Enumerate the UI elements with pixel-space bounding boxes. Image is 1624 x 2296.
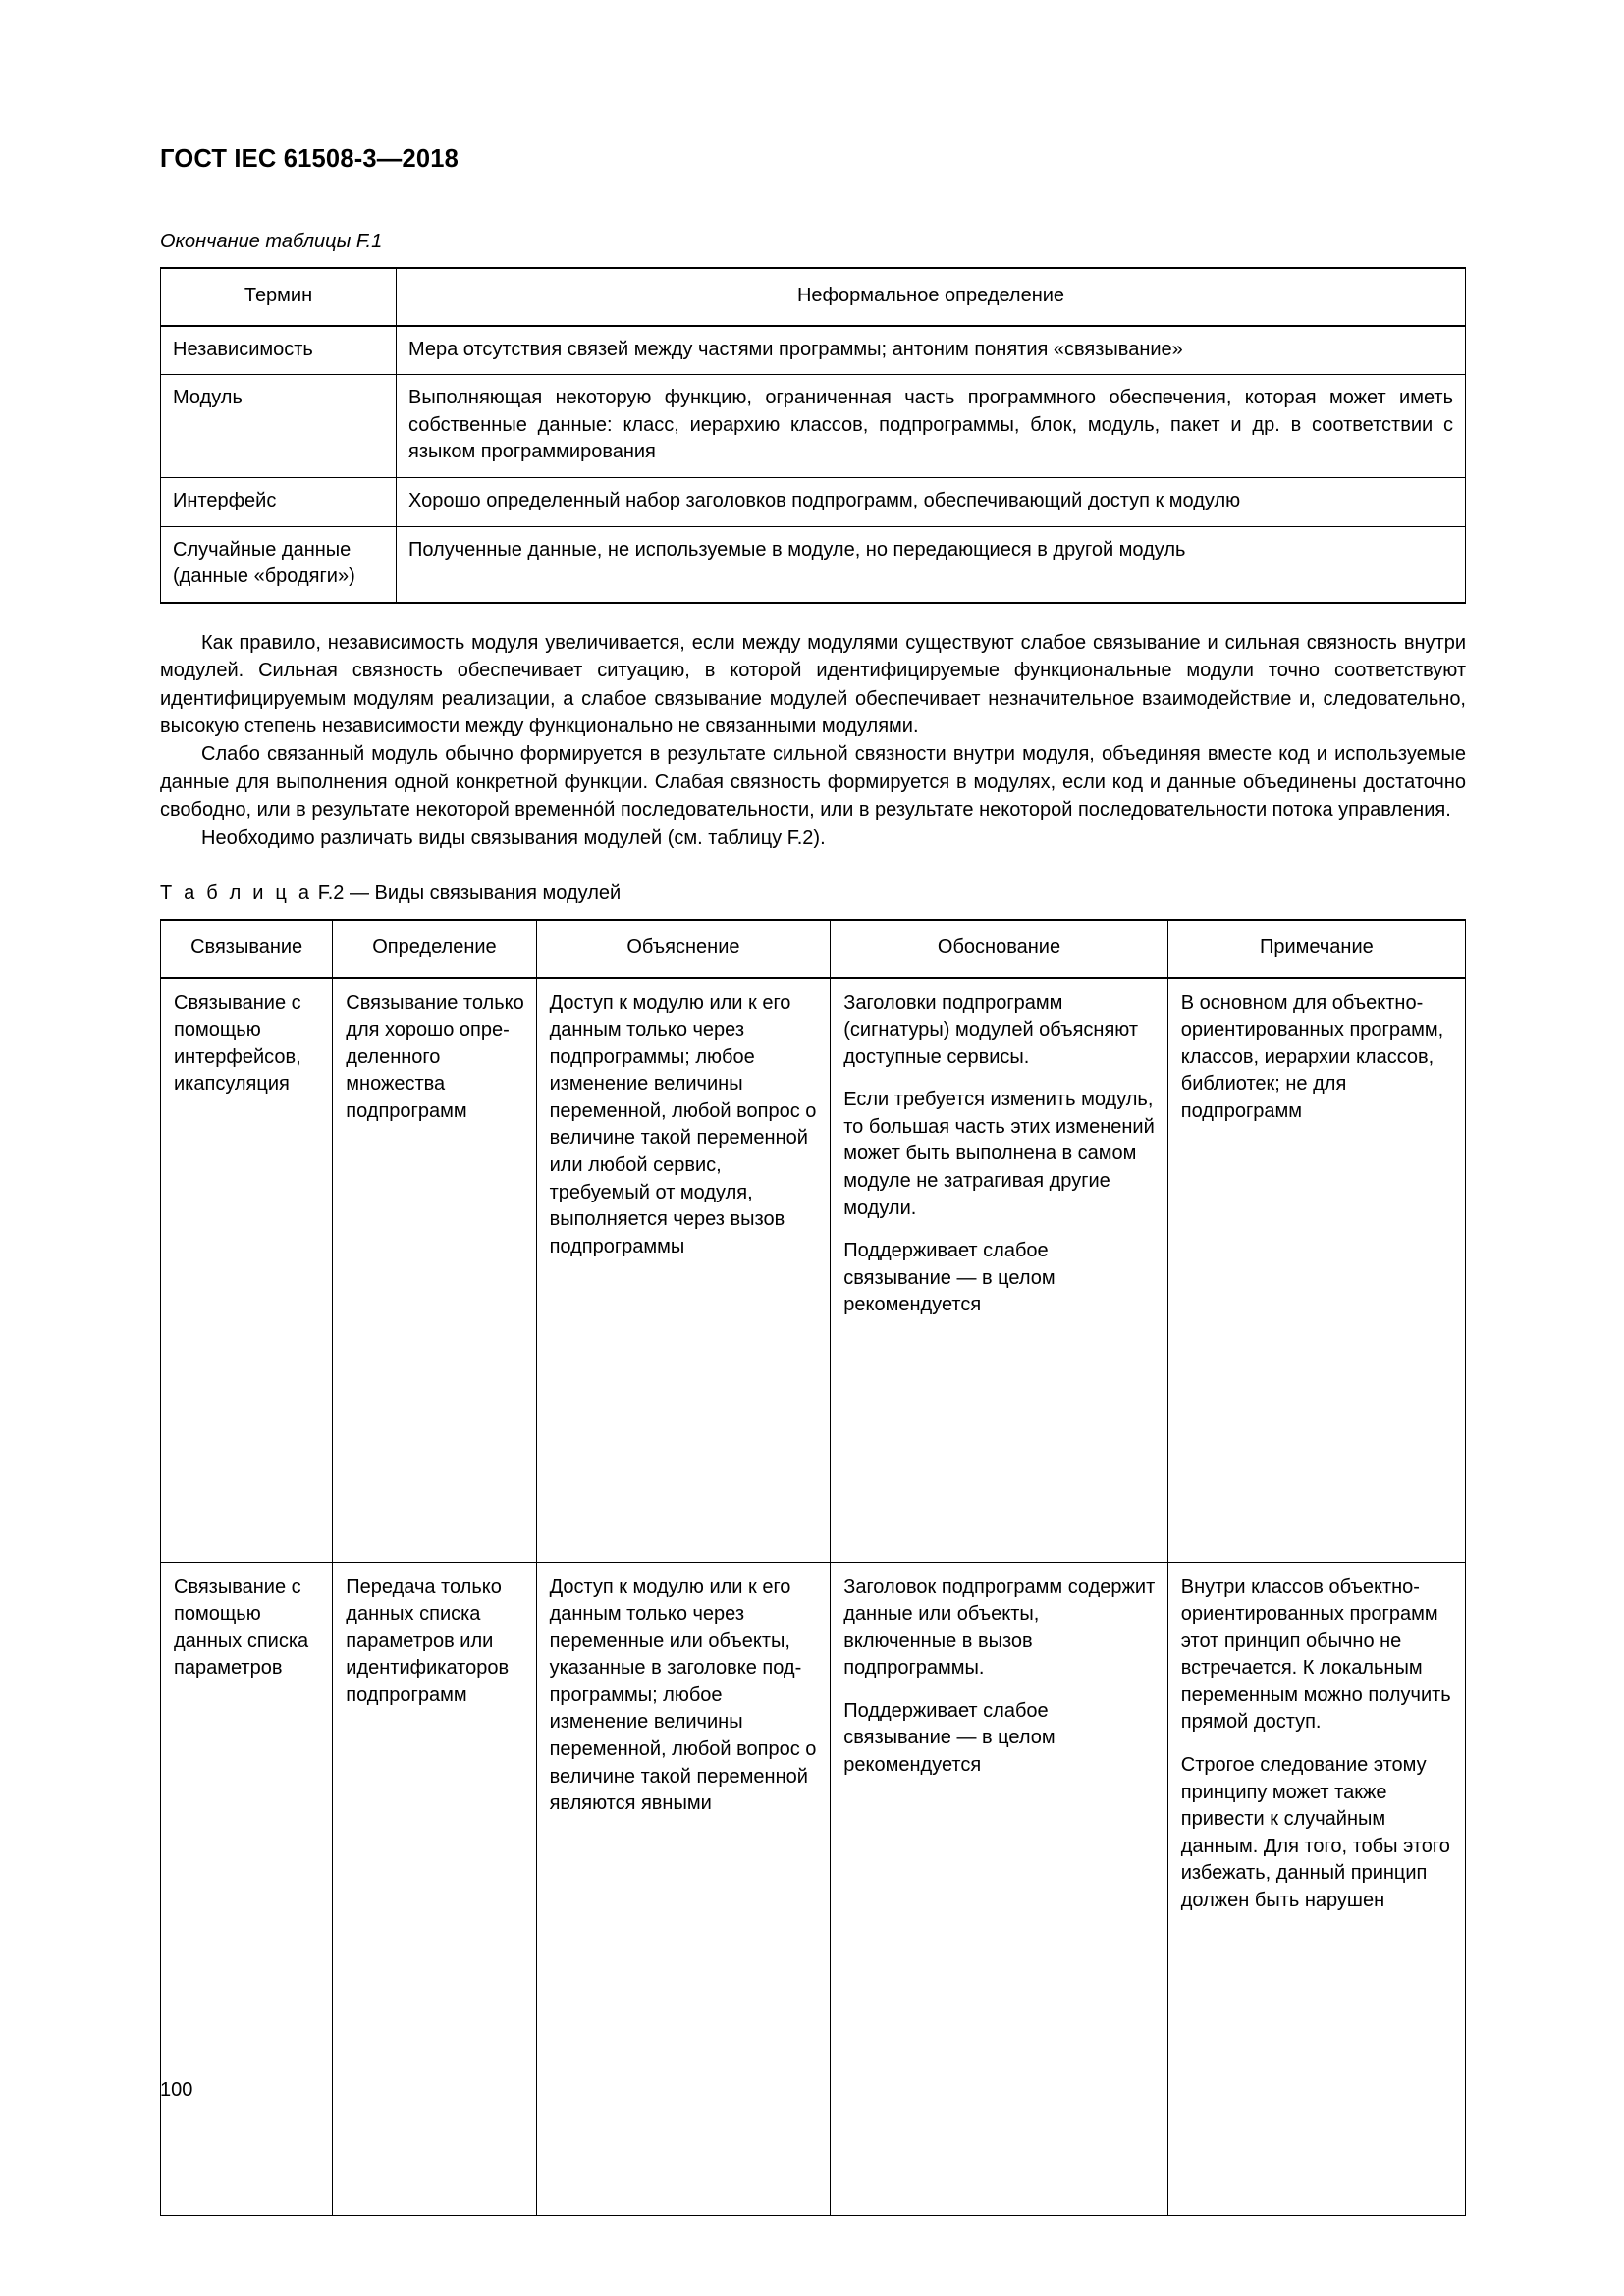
- table-f2-note-cell: [1167, 1562, 1465, 2216]
- table-row: [161, 1562, 1466, 2216]
- table-row: [161, 978, 1466, 1563]
- note-paragraph: В основном для объектно-ориентированных программ, классов, иерархии классов, библиотек; не для подпрограмм: [1180, 991, 1444, 1122]
- table-f2-caption: [160, 881, 1466, 905]
- table-f2-caption-text: Виды связывания модулей: [374, 881, 622, 904]
- rationale-paragraph: Если требуется изменить модуль, то большая часть этих изменений может быть выполнена в самом модуле не затрагивая другие модули.: [843, 1089, 1155, 1219]
- table-f1-definition-cell: Выполняющая некоторую функцию, ограниченная часть программного обеспечения, которая может иметь собственные данные: класс, иерархию классов, подпрограммы, блок, модуль, пакет и др. в соответствии с языком программирования: [397, 375, 1466, 478]
- table-f1-term-cell: Модуль: [161, 375, 397, 478]
- table-f2-explanation-cell: Доступ к модулю или к его данным только через подпрограммы; любое изменение величины переменной, любой вопрос о величине такой переменной или любой сервис, требуемый от модуля, выполняется через вызов подпрограммы: [536, 978, 831, 1563]
- table-f1-term-cell: Случайные данные (данные «бродяги»): [161, 526, 397, 603]
- document-header-title: ГОСТ IEC 61508-3—2018: [160, 145, 459, 173]
- rationale-paragraph: Поддерживает слабое связывание — в целом рекомендуется: [843, 1240, 1056, 1316]
- table-f2-col-rationale: Обоснование: [831, 920, 1168, 978]
- layout-spacer: [160, 852, 1466, 881]
- table-f1-header-row: [161, 268, 1466, 326]
- table-f1-term-cell: Интерфейс: [161, 478, 397, 527]
- table-f2-col-explanation: Объяснение: [536, 920, 831, 978]
- table-f1-definition-cell: Мера отсутствия связей между частями программы; антоним понятия «связывание»: [397, 326, 1466, 375]
- table-f1-definition-cell: Хорошо определенный набор заголовков подпрограмм, обеспечивающий доступ к модулю: [397, 478, 1466, 527]
- note-paragraph: Внутри классов объектно-ориентированных программ этот принцип обычно не встречается. К локальным переменным можно получить прямой доступ.: [1180, 1575, 1451, 1734]
- body-paragraph: Необходимо различать виды связывания модулей (см. таблицу F.2).: [201, 827, 826, 849]
- table-row: [161, 326, 1466, 375]
- table-f2-rationale-cell: [831, 978, 1168, 1563]
- table-f1-col-term: Термин: [161, 268, 397, 326]
- table-f2-definition-cell: Связывание только для хорошо определенного множества подпрограмм: [333, 978, 536, 1563]
- table-f2-explanation-cell: Доступ к модулю или к его данным только через переменные или объекты, указанные в заголовке подпрограммы; любое изменение величины переменной, любой вопрос о величине такой переменной являются явными: [536, 1562, 831, 2216]
- table-f2-binding-cell: Связывание с помощью данных списка параметров: [161, 1562, 333, 2216]
- table-f2-col-note: Примечание: [1167, 920, 1465, 978]
- rationale-paragraph: Поддерживает слабое связывание — в целом рекомендуется: [843, 1699, 1056, 1777]
- rationale-paragraph: Заголовок подпрограмм содержит данные или объекты, включенные в вызов подпрограммы.: [843, 1575, 1156, 1680]
- page-number: 100: [160, 2079, 193, 2101]
- table-f2-note-cell: [1167, 978, 1465, 1563]
- page-content: [160, 145, 1466, 2216]
- table-f2-rationale-cell: [831, 1562, 1168, 2216]
- table-f1-caption: Окончание таблицы F.1: [160, 231, 383, 253]
- note-paragraph: Строгое следование этому принципу может также привести к случайным данным. Для того, тобы этого избежать, данный принцип должен быть нарушен: [1180, 1754, 1450, 1912]
- rationale-paragraph: Заголовки подпрограмм (сигнатуры) модулей объясняют доступные сервисы.: [843, 991, 1139, 1068]
- table-f2-col-definition: Определение: [333, 920, 536, 978]
- table-f1-definition-cell: Полученные данные, не используемые в модуле, но передающиеся в другой модуль: [397, 526, 1466, 603]
- table-f1-term-cell: Независимость: [161, 326, 397, 375]
- table-f1: [160, 267, 1466, 604]
- table-f2-caption-label: Т а б л и ц а: [160, 881, 313, 904]
- table-f2-col-binding: Связывание: [161, 920, 333, 978]
- body-text-block: [160, 629, 1466, 852]
- table-row: [161, 478, 1466, 527]
- table-f1-col-definition: Неформальное определение: [397, 268, 1466, 326]
- table-f2-caption-dash: —: [349, 881, 369, 904]
- body-paragraph: Слабо связанный модуль обычно формируется в результате сильной связности внутри модуля, объединяя вместе код и используемые данные для выполнения одной конкретной функции. Слабая связность формируется в модулях, если код и данные объединены достаточно свободно, или в результате некоторой временно́й последовательности, или в результате некоторой последовательности потока управления.: [160, 743, 1466, 822]
- table-f2-header-row: [161, 920, 1466, 978]
- table-row: [161, 526, 1466, 603]
- table-f2-definition-cell: Передача только данных списка параметров или идентификаторов подпрограмм: [333, 1562, 536, 2216]
- table-f2: [160, 919, 1466, 2216]
- table-f2-binding-cell: Связывание с помощью интерфейсов, икапсуляция: [161, 978, 333, 1563]
- table-f2-caption-number: F.2: [317, 881, 345, 904]
- body-paragraph: Как правило, независимость модуля увеличивается, если между модулями существуют слабое связывание и сильная связность внутри модулей. Сильная связность обеспечивает ситуацию, в которой идентифицируемые функциональные модули точно соответствуют идентифицируемым модулям реализации, а слабое связывание модулей обеспечивает незначительное взаимодействие и, следовательно, высокую степень независимости между функционально не связанными модулями.: [160, 631, 1466, 737]
- table-row: [161, 375, 1466, 478]
